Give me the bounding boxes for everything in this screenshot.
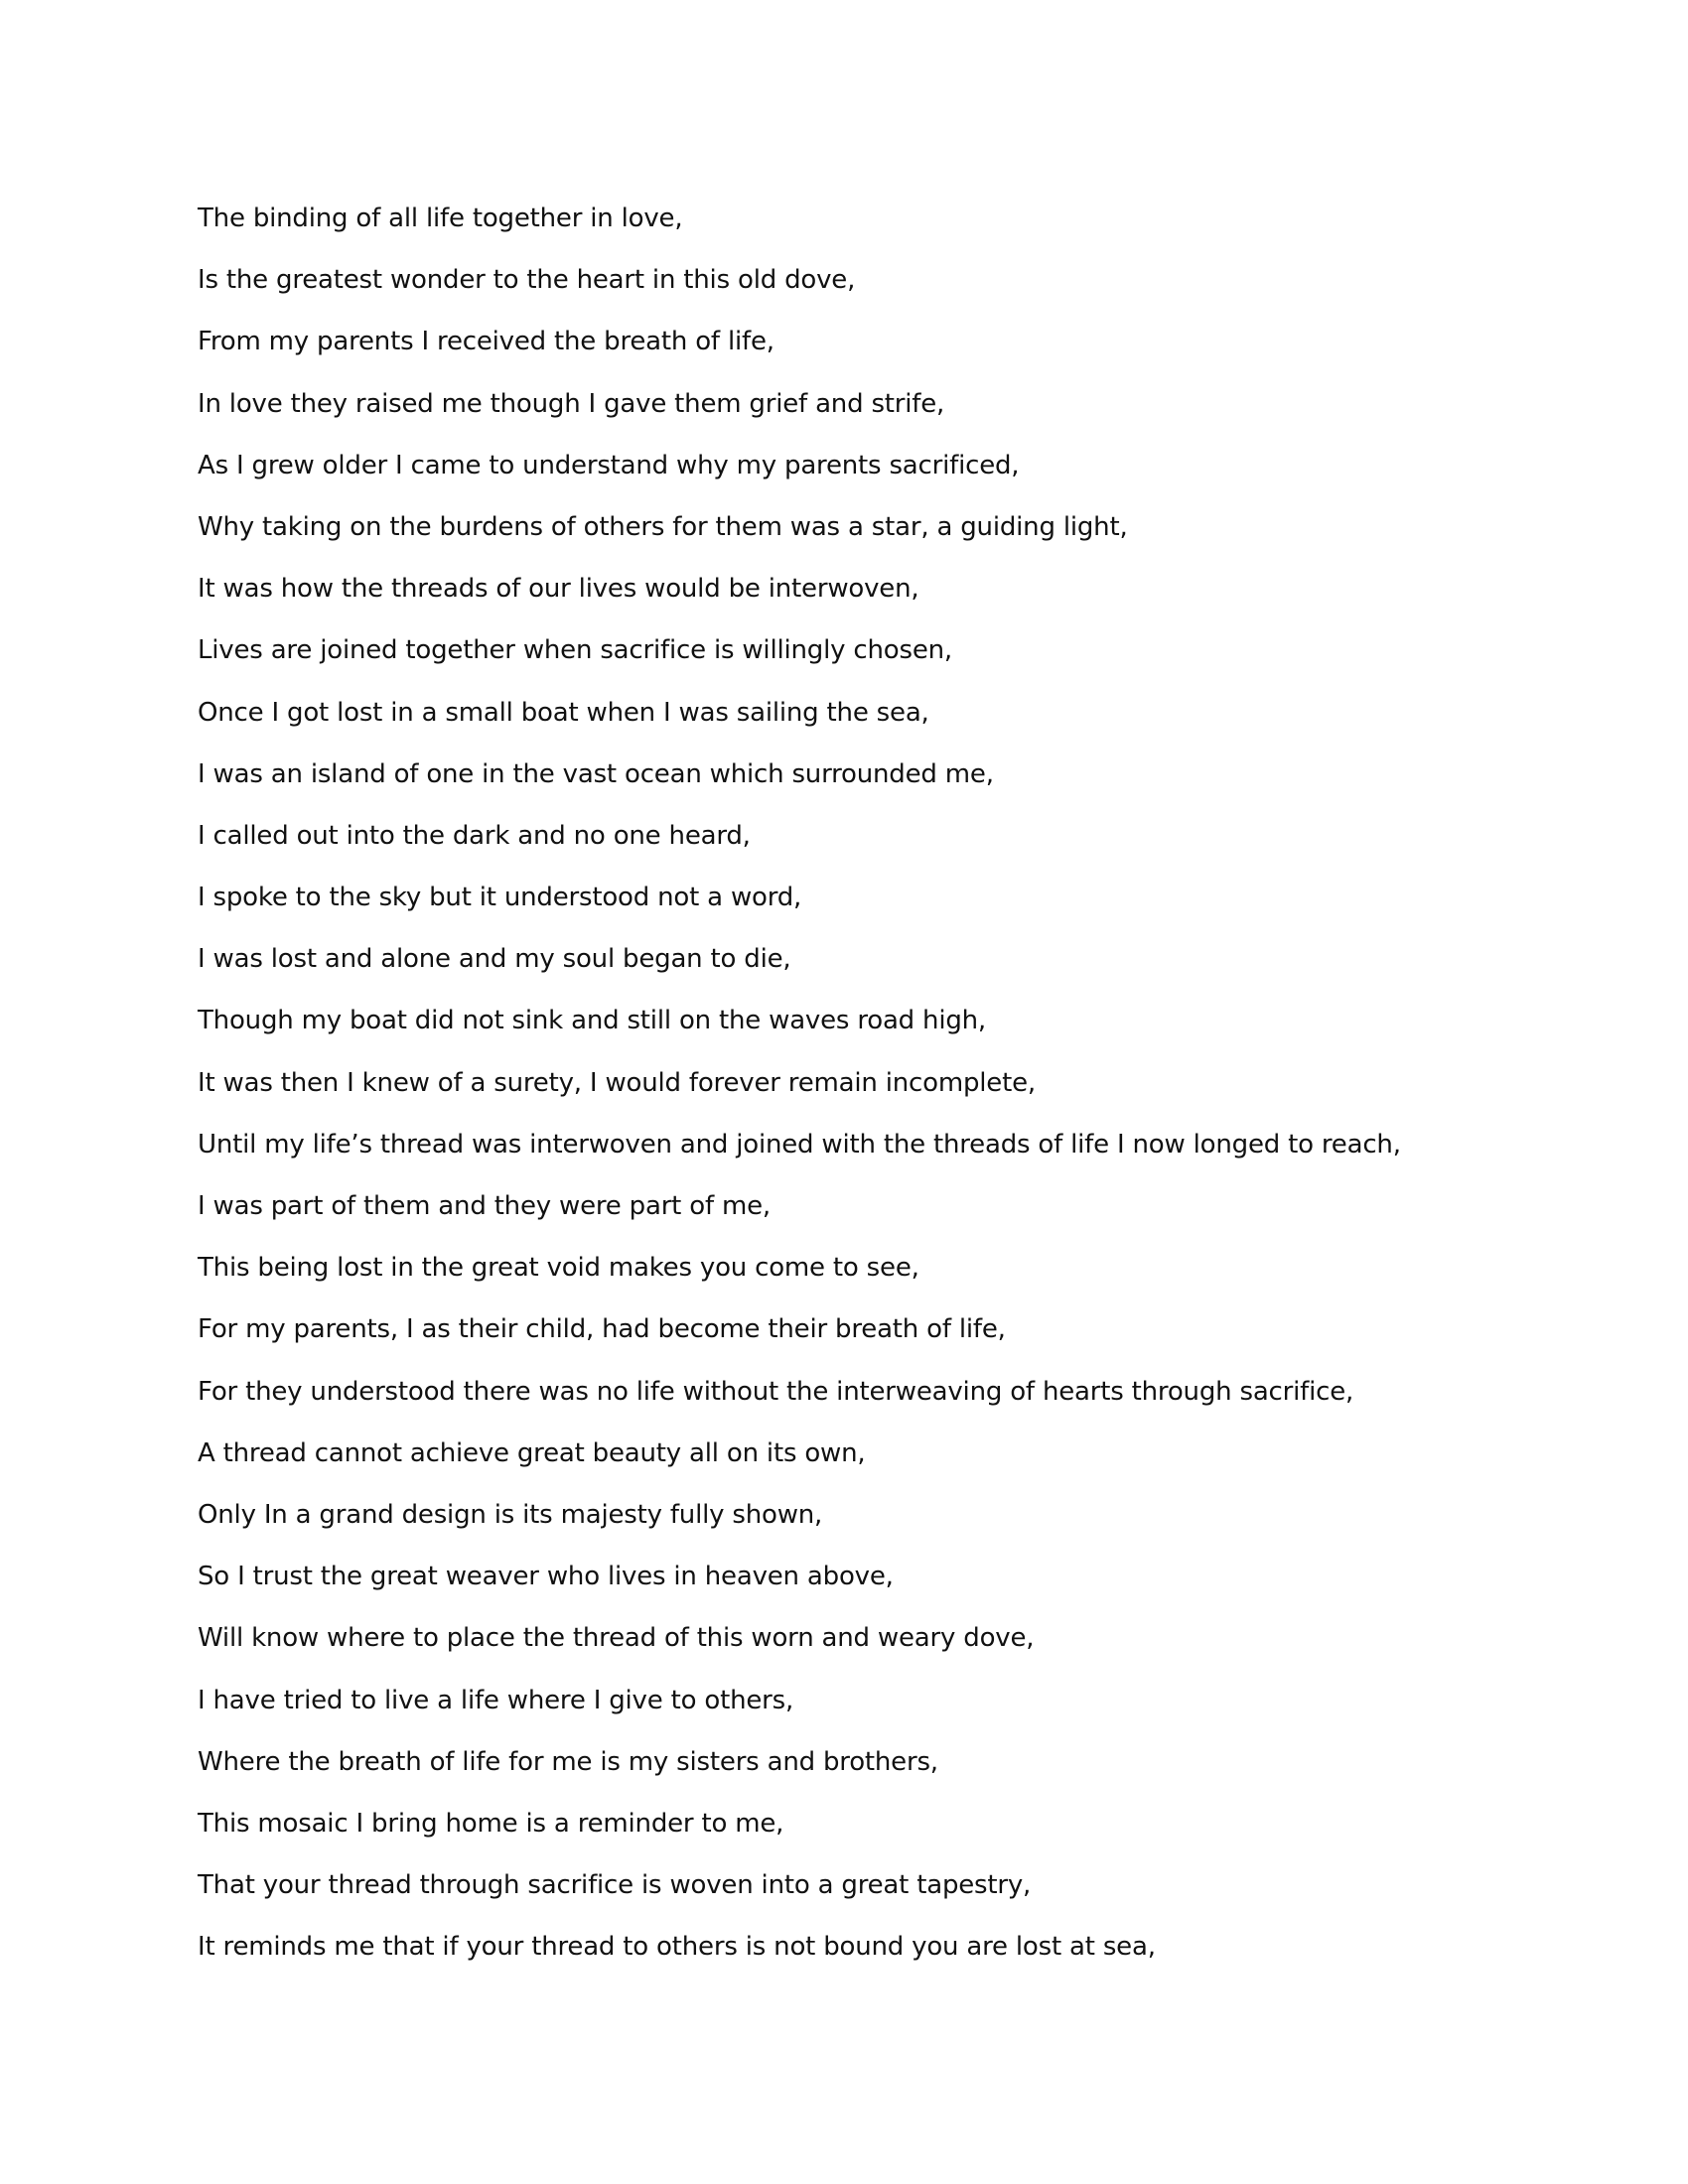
poem-line: From my parents I received the breath of life, bbox=[198, 327, 774, 357]
poem-line: Though my boat did not sink and still on the waves road high, bbox=[198, 1006, 986, 1036]
poem-line: It was then I knew of a surety, I would forever remain incomplete, bbox=[198, 1067, 1036, 1098]
poem-line: I spoke to the sky but it understood not a word, bbox=[198, 883, 802, 913]
poem-line: Lives are joined together when sacrifice is willingly chosen, bbox=[198, 635, 952, 666]
poem-line: So I trust the great weaver who lives in heaven above, bbox=[198, 1562, 894, 1592]
poem-line: Is the greatest wonder to the heart in this old dove, bbox=[198, 265, 856, 296]
poem-line: For they understood there was no life without the interweaving of hearts through sacrifice, bbox=[198, 1376, 1354, 1407]
poem-line: This mosaic I bring home is a reminder to me, bbox=[198, 1808, 784, 1839]
poem-line: Until my life’s thread was interwoven and joined with the threads of life I now longed to reach, bbox=[198, 1129, 1401, 1160]
poem-line: That your thread through sacrifice is woven into a great tapestry, bbox=[198, 1870, 1032, 1901]
poem-line: I called out into the dark and no one heard, bbox=[198, 820, 751, 851]
poem-line: Once I got lost in a small boat when I was sailing the sea, bbox=[198, 697, 929, 728]
poem-line: I was an island of one in the vast ocean which surrounded me, bbox=[198, 758, 994, 789]
poem-line: In love they raised me though I gave them grief and strife, bbox=[198, 388, 945, 419]
poem-line: I have tried to live a life where I give to others, bbox=[198, 1685, 794, 1715]
poem-line: It was how the threads of our lives would be interwoven, bbox=[198, 574, 919, 605]
poem-line: It reminds me that if your thread to others is not bound you are lost at sea, bbox=[198, 1932, 1156, 1963]
poem-body bbox=[198, 199, 1568, 1988]
poem-line: I was lost and alone and my soul began to die, bbox=[198, 944, 791, 975]
poem-line: Will know where to place the thread of this worn and weary dove, bbox=[198, 1623, 1035, 1654]
poem-line: Only In a grand design is its majesty fully shown, bbox=[198, 1499, 823, 1530]
poem-line: For my parents, I as their child, had become their breath of life, bbox=[198, 1314, 1006, 1345]
poem-line: Why taking on the burdens of others for them was a star, a guiding light, bbox=[198, 511, 1128, 542]
poem-line: As I grew older I came to understand why my parents sacrificed, bbox=[198, 450, 1020, 480]
poem-line: The binding of all life together in love, bbox=[198, 204, 683, 233]
poem-line: Where the breath of life for me is my sisters and brothers, bbox=[198, 1746, 938, 1777]
poem-line: A thread cannot achieve great beauty all on its own, bbox=[198, 1437, 866, 1468]
poem-line: I was part of them and they were part of me, bbox=[198, 1191, 771, 1221]
poem-line: This being lost in the great void makes you come to see, bbox=[198, 1253, 919, 1284]
